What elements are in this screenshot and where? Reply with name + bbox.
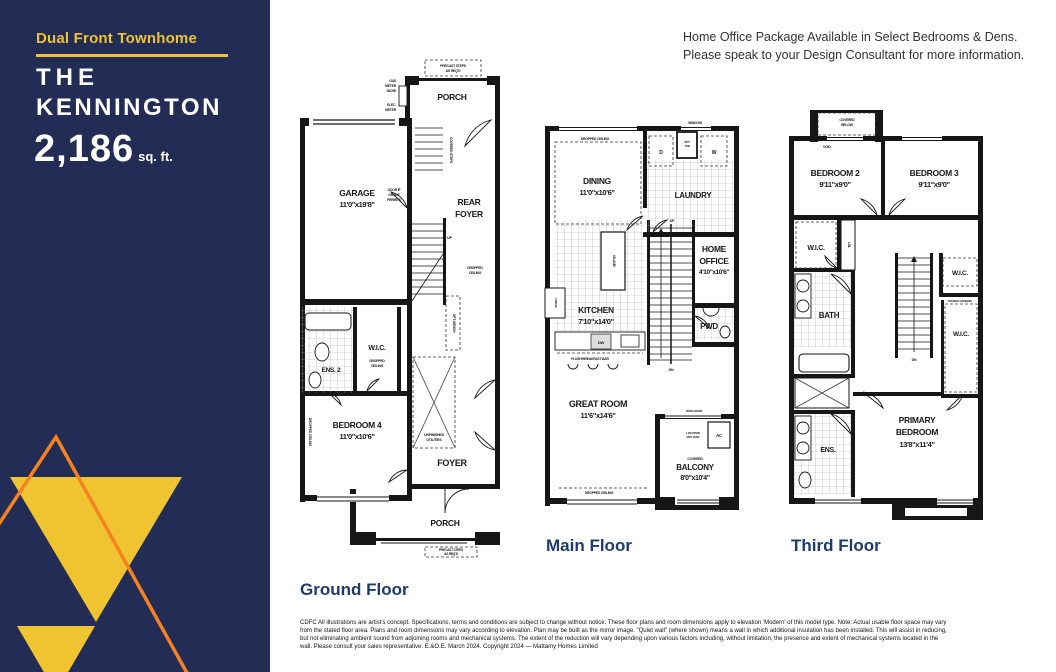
opt-tub-line2: TUB [684,144,690,148]
header-note [683,28,1024,64]
main-up-label: UP [669,219,675,223]
door-grade-line3: PERMITS [387,198,401,202]
ens-sink-2 [797,442,809,454]
fridge-label: FRIDGE [554,298,558,308]
wic-left-label: W.I.C. [807,245,825,252]
balcony-covered-label: COVERED [687,457,703,461]
brand-logo-icon [0,425,270,672]
location-line2: MAY VARY [686,435,700,439]
gas-meter-line3: NICHE [386,89,396,93]
home-office-line1: HOME [701,244,727,254]
main-dn-label: DN [668,368,674,372]
third-floor-title: Third Floor [791,536,881,555]
dining-dropped-label: DROPPED CEILING [580,137,610,141]
ground-dropped-v: DROPPED CEILING [308,417,312,447]
main-stairs [650,224,692,364]
ground-floor-title: Ground Floor [300,580,409,599]
balcony-dims: 8'0"x10'4" [680,475,710,482]
third-bottom-inset [905,508,967,516]
lin-label: LIN. [847,242,851,248]
third-stairs [898,258,930,352]
wic-right-label: W.I.C. [953,331,969,338]
third-stair-arrow [911,256,917,262]
bath-sink-1 [797,280,809,292]
ac-label: AC [715,433,723,438]
greatroom-dropped-label: DROPPED CEILING [584,491,614,495]
kitchen-floor [555,220,645,332]
door-grade-line2: GRADE [388,193,400,197]
door-grade-line1: DOOR IF [387,188,401,192]
logo-triangle-large [10,477,182,622]
model-title-line2: KENNINGTON [36,94,222,121]
elec-meter-line1: ELEC. [387,103,396,107]
unfinished-line2: UTILITIES [426,438,442,442]
precast-bottom-line1: PRECAST STEPS [439,548,463,552]
bath-tub [799,354,849,372]
bath-sink-2 [797,300,809,312]
sqft-unit: sq. ft. [138,149,173,164]
disclaimer-line-2: from the stated floor area. Plans and room dimensions may vary according to elevation. Plan may be built as the mirror image. "Quiet wall" (where shown) means a wall in which additional insulation has been installed. This will assist in reducing, [300,628,947,634]
void-label: VOID [823,145,831,149]
window-label: WINDOW [688,121,702,125]
third-dashed [796,113,977,392]
opt-tub-line1: OPT. [684,140,690,144]
meter-niche [399,86,407,106]
disclaimer-line-3: but not eliminating ambient sound from adjoining rooms and mechanical systems. The extent of the reduction will vary depending upon various factors including, without limitation, the presence and extent of mechanical systems located in the [300,636,939,642]
plan-third [787,108,987,523]
logo-triangle-small [17,626,95,672]
precast-top-line1: PRECAST STEPS [440,64,466,68]
disclaimer-line-1: CDFC All illustrations are artist's concept. Specifications, terms and conditions are subject to change without notice. These floor plans and room dimensions apply to elevation 'Modern' of this model type. Note: Actual usable floor space may vary [300,620,947,626]
model-title-line1: THE [36,64,99,91]
covered-below-line1: COVERED [839,118,855,122]
rear-foyer-line2: FOYER [455,209,483,219]
opt-bench-label: OPT. BENCH [452,313,456,333]
laundry-label: LAUNDRY [674,191,712,200]
ground-dropped-2a: DROPPED [369,359,385,363]
gas-meter-line1: GAS [389,79,396,83]
garage-label: GARAGE [339,188,375,198]
bedroom2-dims: 9'11"x9'0" [819,180,851,189]
ground-stairs [412,128,443,301]
ens2-toilet [309,372,321,388]
main-floor-title: Main Floor [546,536,632,555]
balcony-label: BALCONY [676,463,714,472]
note-line-1: Home Office Package Available in Select Bedrooms & Dens. [683,30,1018,44]
ground-dropped-1b: CEILING [468,271,482,275]
wic-top-label: W.I.C. [952,270,968,277]
ens2-tub [305,313,351,330]
covered-below-line2: BELOW [841,123,853,127]
ground-dropped-1a: DROPPED [467,266,483,270]
garage-dims: 11'0"x19'8" [339,200,375,209]
sidebar [0,0,270,672]
ens-toilet [799,472,811,488]
home-office-line2: OFFICE [699,256,729,266]
bedroom3-dims: 9'11"x9'0" [918,180,950,189]
dining-label: DINING [583,176,611,186]
rear-foyer-line1: REAR [457,197,481,207]
island-label: ISLAND [612,255,616,267]
square-footage [34,128,173,171]
primary-line2: BEDROOM [895,427,939,437]
patio-door-label: PATIO DOOR [685,409,703,413]
dryer-label: D [659,150,663,156]
plan-ground [295,58,507,558]
disclaimer-line-4: wall. Please consult your sales representative. E.&O.E. March 2024. Copyright 2024 — Mattamy Homes Limited [300,644,598,650]
bedroom3-label: BEDROOM 3 [909,168,959,178]
precast-bottom-line2: AS REQ'D [444,552,458,556]
third-dn-label: DN [911,358,917,362]
dw-label: DW [597,340,605,345]
location-line1: LOCATION [686,431,700,435]
bedroom2-label: BEDROOM 2 [810,168,860,178]
covered-steps-label: COVERED STEPS [449,136,453,164]
bath-label: BATH [818,311,840,320]
precast-top-line2: AS REQ'D [445,69,461,73]
pwd-label: PWD [700,322,718,331]
ground-porch-bottom-label: PORCH [430,518,460,528]
sqft-value: 2,186 [34,128,135,170]
plan-category: Dual Front Townhome [36,30,198,47]
great-room-label: GREAT ROOM [568,399,628,409]
ground-up-label: UP [447,236,452,240]
bedroom4-label: BEDROOM 4 [332,420,382,430]
garage-door [313,120,395,124]
kitchen-dims: 7'10"x14'0" [578,317,614,326]
gas-meter-line2: METER [385,84,396,88]
plan-main [543,120,743,560]
accent-rule [36,54,228,57]
great-room-dims: 11'6"x14'6" [580,411,616,420]
ens2-label: ENS. 2 [321,367,341,374]
note-line-2: Please speak to your Design Consultant for more information. [683,48,1025,62]
washer-label: W [711,150,717,156]
linen-x [795,378,849,408]
dining-dims: 11'0"x10'6" [579,188,615,197]
flush-bar-label: FLUSH BREAKFAST BAR [571,357,609,361]
ground-foyer-label: FOYER [437,458,467,468]
ground-wic-label: W.I.C. [368,345,386,352]
ground-porch-top-label: PORCH [437,92,467,102]
home-office-dims: 4'10"x10'6" [698,269,730,276]
ground-dropped-2b: CEILING [370,364,384,368]
primary-line1: PRIMARY [898,415,936,425]
ens2-sink [315,343,329,361]
unfinished-line1: UNFINISHED [424,433,444,437]
double-hanging-label: DOUBLE HANGING [948,299,972,303]
ens-label: ENS. [820,447,836,454]
kitchen-sink [621,335,639,347]
elec-meter-line2: METER [385,108,396,112]
ens-sink-1 [797,422,809,434]
primary-dims: 13'8"x11'4" [899,440,935,449]
bar-stools [568,364,618,369]
bedroom4-dims: 11'0"x10'6" [339,432,375,441]
disclaimer [300,619,1020,651]
pwd-toilet [720,326,730,338]
kitchen-label: KITCHEN [578,305,614,315]
